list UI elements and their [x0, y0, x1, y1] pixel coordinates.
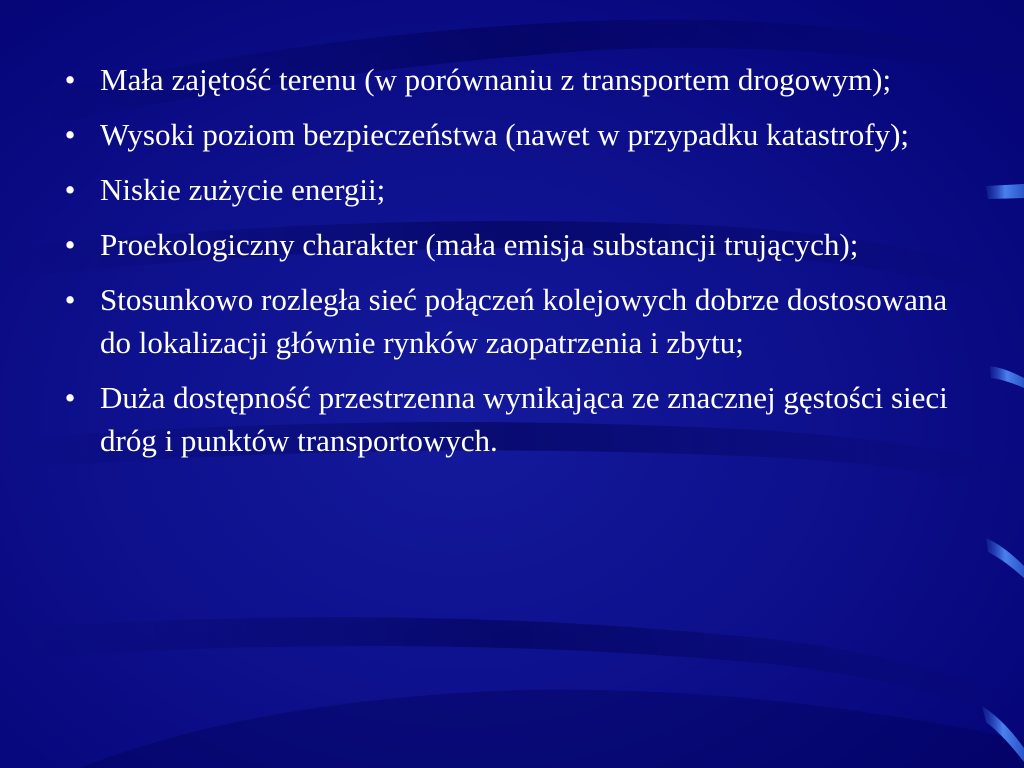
bullet-item	[58, 58, 958, 101]
bullet-list	[58, 58, 958, 474]
bullet-dot: •	[64, 282, 76, 317]
bullet-dot: •	[64, 227, 76, 262]
bullet-item	[58, 223, 958, 266]
bullet-text: Niskie zużycie energii;	[100, 172, 386, 207]
bullet-dot: •	[64, 62, 76, 97]
accent-stripe	[990, 366, 1024, 388]
accent-stripe	[986, 184, 1024, 199]
bullet-dot: •	[64, 172, 76, 207]
bullet-item	[58, 168, 958, 211]
bullet-item	[58, 376, 958, 462]
accent-stripe	[986, 538, 1024, 578]
bullet-dot: •	[64, 117, 76, 152]
bullet-text: Stosunkowo rozległa sieć połączeń kolejowych dobrze dostosowana do lokalizacji głównie rynków zaopatrzenia i zbytu;	[100, 282, 948, 360]
bullet-item	[58, 113, 958, 156]
bullet-item	[58, 278, 958, 364]
bullet-dot: •	[64, 380, 76, 415]
background-sweep	[80, 690, 1024, 768]
bullet-text: Wysoki poziom bezpieczeństwa (nawet w przypadku katastrofy);	[100, 117, 910, 152]
bullet-text: Duża dostępność przestrzenna wynikająca ze znacznej gęstości sieci dróg i punktów transportowych.	[100, 380, 948, 458]
bullet-text: Proekologiczny charakter (mała emisja substancji trujących);	[100, 227, 859, 262]
bullet-text: Mała zajętość terenu (w porównaniu z transportem drogowym);	[100, 62, 892, 97]
